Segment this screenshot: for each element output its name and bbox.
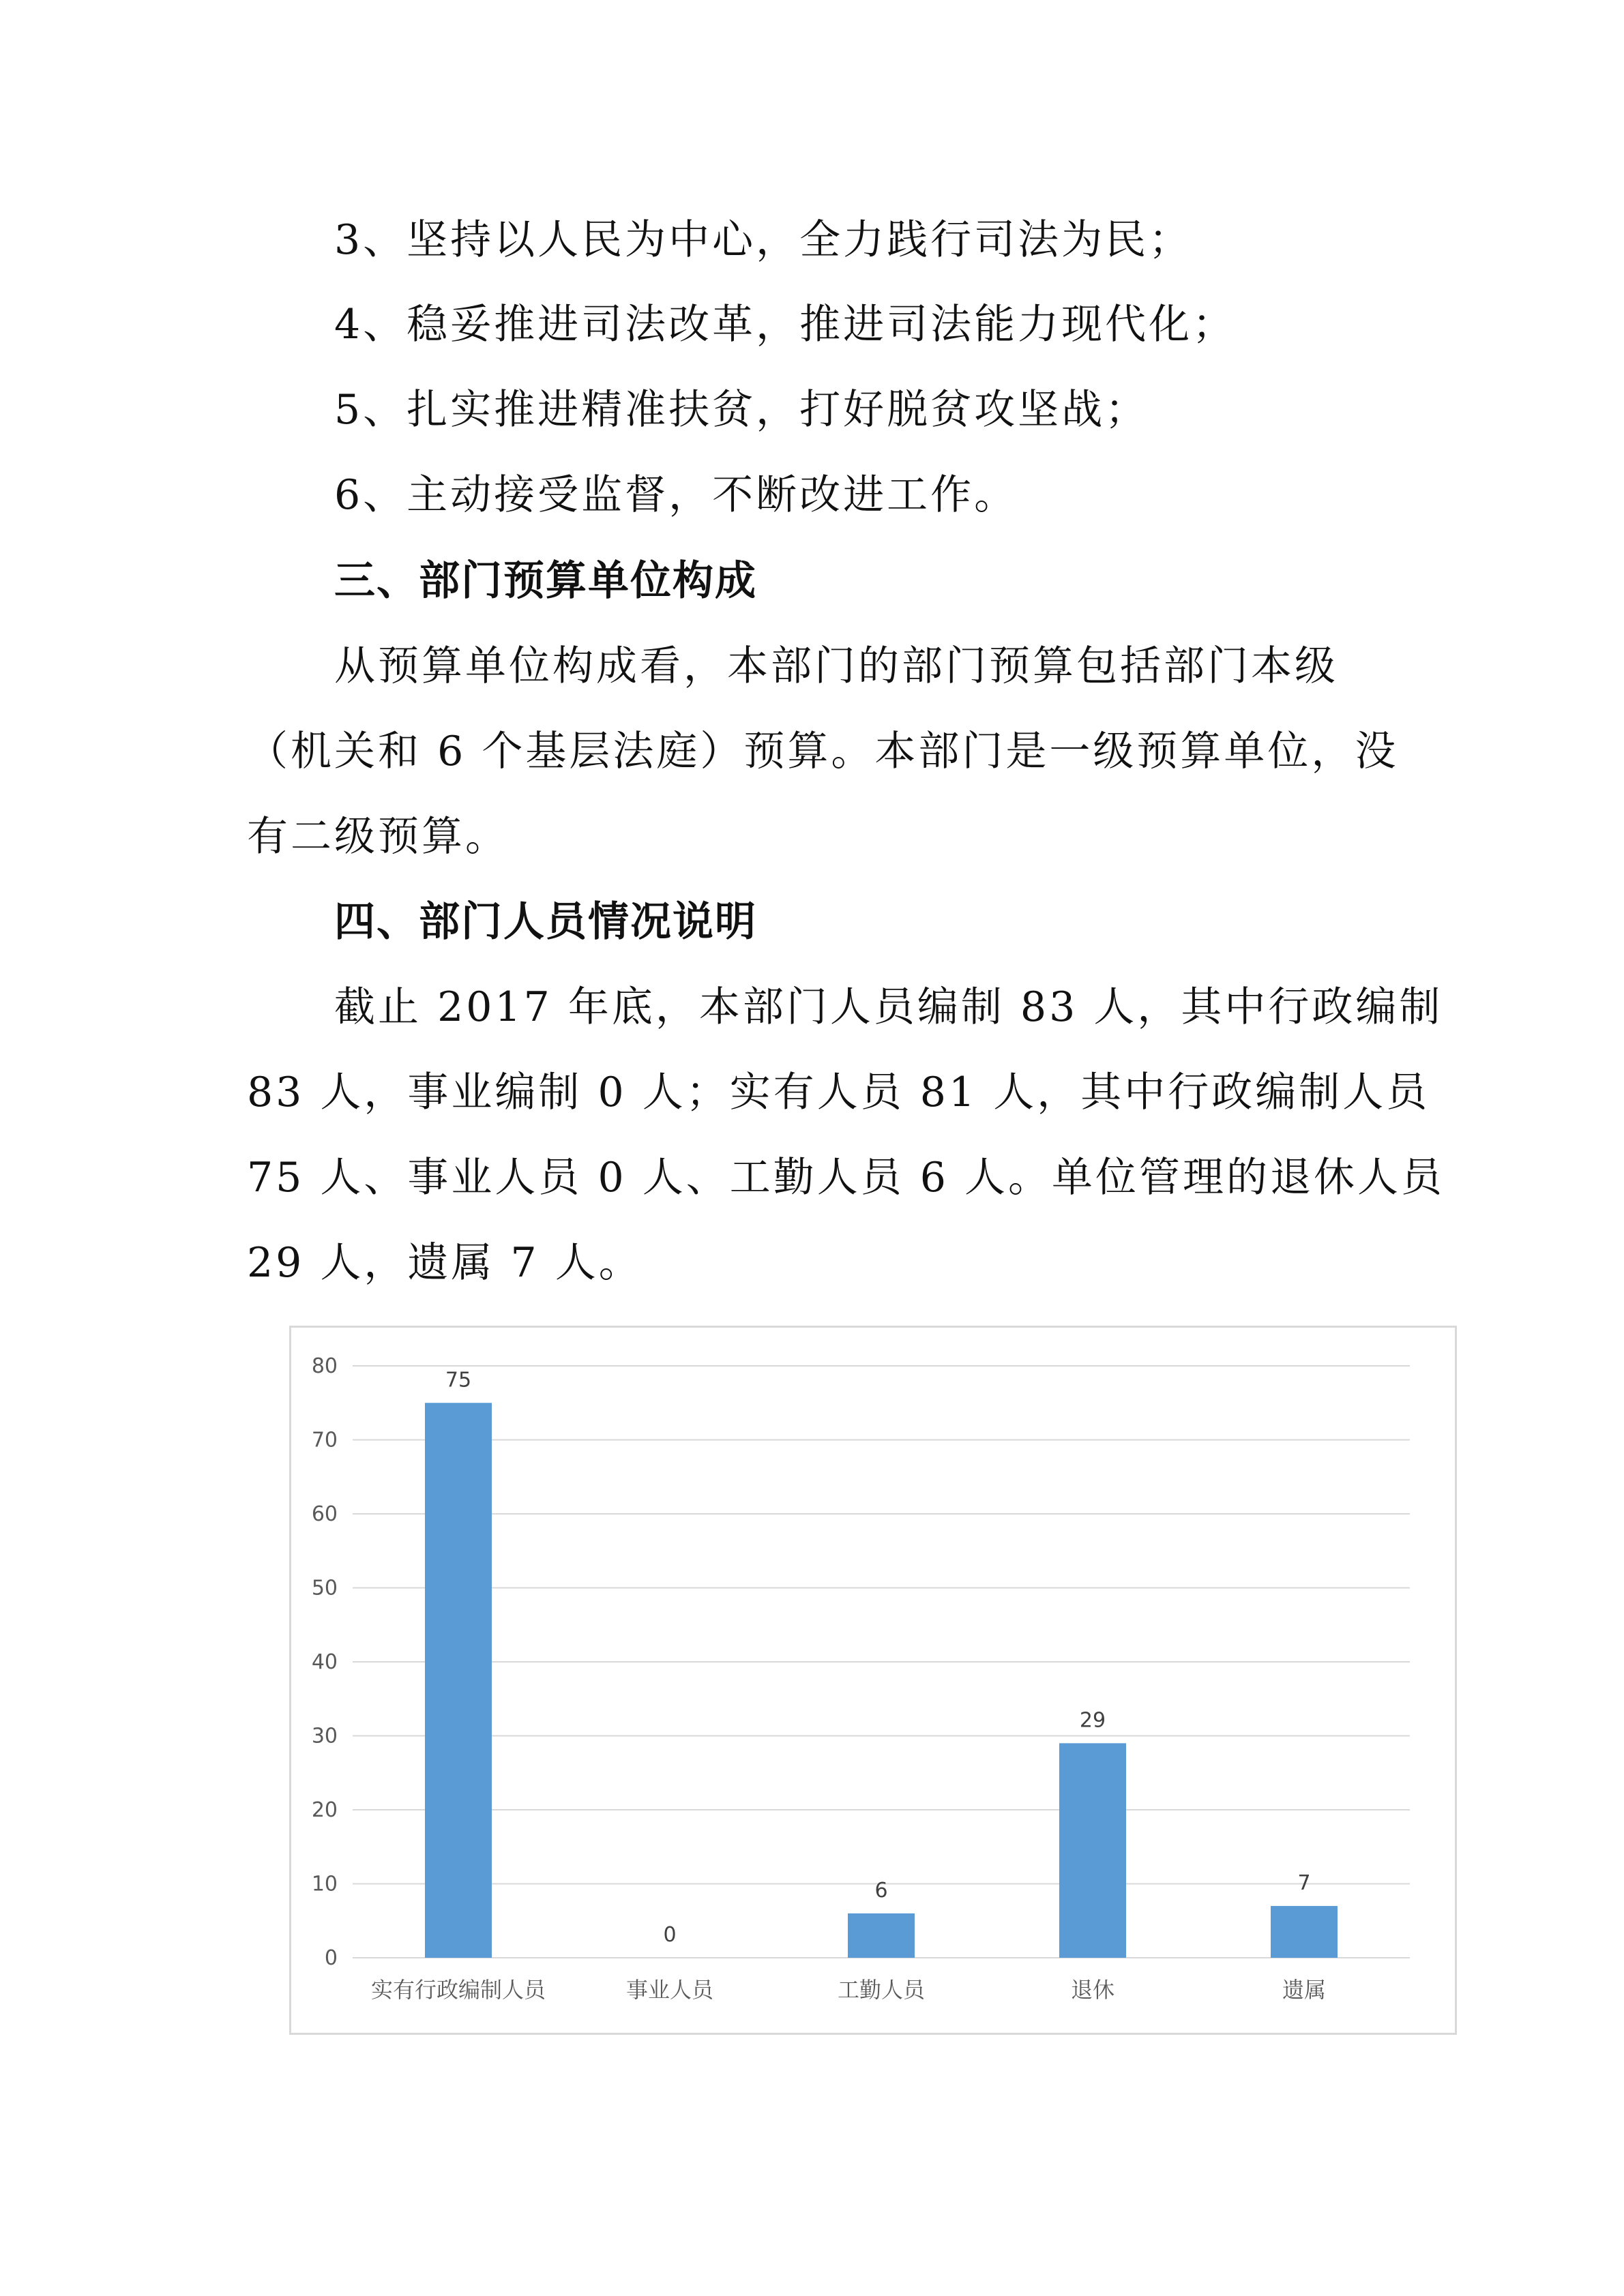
data-label: 75: [445, 1368, 472, 1392]
y-tick-label: 70: [311, 1428, 338, 1452]
staff-bar-chart: [289, 1326, 1457, 2035]
list-item-6: 6、主动接受监督，不断改进工作。: [334, 471, 1018, 519]
x-tick-label: 事业人员: [625, 1977, 714, 2003]
y-tick-label: 60: [311, 1502, 338, 1526]
list-item-3: 3、坚持以人民为中心，全力践行司法为民；: [334, 216, 1193, 264]
x-tick-label: 实有行政编制人员: [370, 1977, 546, 2003]
paragraph-line: 有二级预算。: [247, 813, 509, 861]
data-label: 0: [663, 1923, 677, 1947]
paragraph-line: 从预算单位构成看，本部门的部门预算包括部门本级: [334, 642, 1338, 690]
section-heading-staff: 四、部门人员情况说明: [334, 898, 757, 946]
data-label: 29: [1079, 1708, 1106, 1733]
data-label: 6: [874, 1878, 888, 1903]
x-tick-label: 退休: [1070, 1977, 1115, 2003]
y-tick-label: 10: [311, 1872, 338, 1896]
chart-canvas: [291, 1328, 1455, 2033]
bar: [1059, 1743, 1126, 1958]
bar: [848, 1913, 915, 1958]
paragraph-line: 75 人、事业人员 0 人、工勤人员 6 人。单位管理的退休人员: [247, 1154, 1445, 1202]
y-tick-label: 80: [311, 1354, 338, 1378]
y-tick-label: 30: [311, 1724, 338, 1748]
bar: [1271, 1906, 1338, 1958]
paragraph-line: 截止 2017 年底，本部门人员编制 83 人，其中行政编制: [334, 983, 1443, 1031]
paragraph-line: 83 人，事业编制 0 人；实有人员 81 人，其中行政编制人员: [247, 1069, 1430, 1116]
bar: [425, 1403, 492, 1958]
y-tick-label: 40: [311, 1650, 338, 1674]
paragraph-line: 29 人，遗属 7 人。: [247, 1239, 643, 1287]
paragraph-line: （机关和 6 个基层法庭）预算。本部门是一级预算单位，没: [247, 728, 1399, 775]
data-label: 7: [1297, 1871, 1311, 1896]
section-heading-budget-units: 三、部门预算单位构成: [334, 557, 757, 605]
y-tick-label: 20: [311, 1798, 338, 1822]
x-tick-label: 工勤人员: [837, 1977, 926, 2003]
y-tick-label: 50: [311, 1576, 338, 1600]
list-item-5: 5、扎实推进精准扶贫，打好脱贫攻坚战；: [334, 386, 1149, 434]
y-tick-label: 0: [324, 1946, 338, 1970]
list-item-4: 4、稳妥推进司法改革，推进司法能力现代化；: [334, 301, 1237, 348]
x-tick-label: 遗属: [1282, 1977, 1327, 2003]
